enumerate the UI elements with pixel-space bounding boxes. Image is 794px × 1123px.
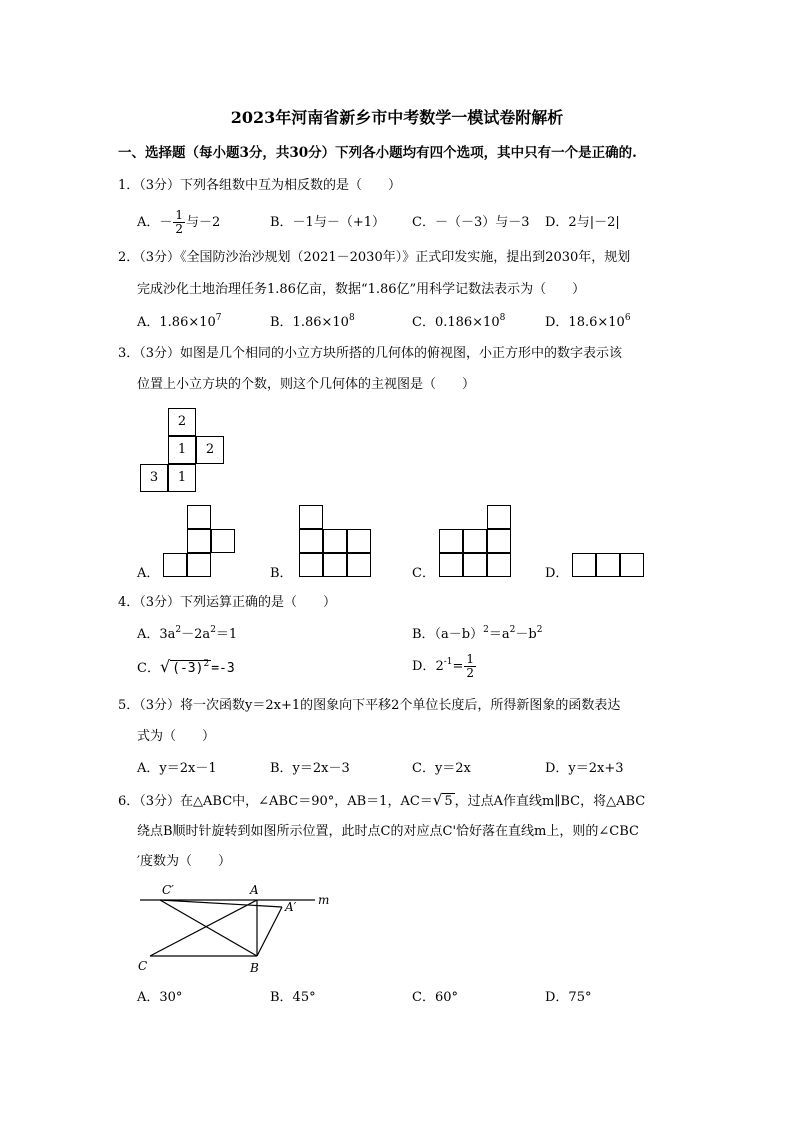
cube-face [596, 553, 620, 577]
segment-ca [150, 900, 257, 956]
q1-stem: 1．（3分）下列各组数中互为相反数的是（ ） [118, 178, 402, 193]
grid-cell: 1 [168, 436, 196, 464]
q6-option-a: A．30° [137, 990, 183, 1005]
cube-face [347, 553, 371, 577]
q1-option-a [137, 208, 220, 238]
label-b: B [250, 961, 259, 975]
cube-face [323, 529, 347, 553]
label-m: m [318, 893, 330, 907]
q6-line1: 6．（3分）在△ABC中，∠ABC＝90°，AB＝1，AC＝√ 5 ，过点A作直线m∥BC，将△ABC [118, 791, 646, 809]
page-title: 2023年河南省新乡市中考数学一模试卷附解析 [230, 108, 564, 127]
cube-face [187, 529, 211, 553]
cube-face [347, 529, 371, 553]
cube-face [463, 529, 487, 553]
q2-line1: 2．（3分）《全国防沙治沙规划（2021－2030年）》正式印发实施，提出到2030年，规划 [118, 250, 631, 265]
q5-line2: 式为（ ） [137, 729, 216, 744]
label-c: C [138, 959, 148, 973]
grid-cell: 1 [168, 464, 196, 492]
cube-face [163, 553, 187, 577]
q1-a-tail: 与－2 [186, 215, 221, 230]
grid-cell: 2 [196, 436, 224, 464]
cube-face [299, 529, 323, 553]
q4-option-a: A．$3a^2-2a^2=1$ [137, 625, 238, 642]
q3-option-a-label: A． [137, 566, 160, 581]
q6-line2: 绕点B顺时针旋转到如图所示位置，此时点C的对应点C'恰好落在直线m上，则的∠CBC [137, 824, 639, 839]
cube-face [487, 505, 511, 529]
cube-face [187, 553, 211, 577]
q2-option-d: D．$18.6\times 10^6$ [545, 313, 631, 330]
q5-option-d: D．y＝2x+3 [545, 761, 624, 776]
q3-option-c-label: C． [412, 566, 435, 581]
section-heading: 一、选择题（每小题3分，共30分）下列各小题均有四个选项，其中只有一个是正确的. [118, 145, 637, 161]
cube-face [620, 553, 644, 577]
cube-face [487, 553, 511, 577]
cube-face [299, 553, 323, 577]
q3-option-b-label: B． [270, 566, 293, 581]
q1-a-minus: － [159, 215, 173, 230]
q2-line2: 完成沙化土地治理任务1.86亿亩，数据“1.86亿”用科学记数法表示为（ ） [137, 282, 586, 297]
q3-option-d-label: D． [545, 566, 569, 581]
cube-face [439, 553, 463, 577]
segment-c-prime-b [160, 900, 257, 956]
q2-option-b: B．$1.86\times 10^8$ [270, 313, 355, 330]
q3-line2: 位置上小立方块的个数，则这个几何体的主视图是（ ） [137, 377, 476, 392]
cube-face [299, 505, 323, 529]
cube-face [211, 529, 235, 553]
q3-line1: 3．（3分）如图是几个相同的小立方块所搭的几何体的俯视图，小正方形中的数字表示该 [118, 346, 623, 361]
q5-option-b: B．y＝2x－3 [270, 761, 350, 776]
label-a: A [250, 883, 259, 897]
q6-option-b: B．45° [270, 990, 316, 1005]
cube-face [439, 529, 463, 553]
q4-option-c: C．√ $(-3)^2 =-3$ [137, 657, 235, 676]
label-c-prime: C′ [162, 883, 174, 897]
segment-a-prime-b [257, 907, 282, 956]
cube-face [187, 505, 211, 529]
q1-a-label: A． [137, 215, 160, 230]
q5-option-c: C．y＝2x [412, 761, 471, 776]
q2-option-c: C．$0.186\times 10^8$ [412, 313, 506, 330]
q1-a-fraction: $\frac{1}{2}$ [175, 208, 184, 236]
cube-face [487, 529, 511, 553]
grid-cell: 3 [140, 464, 168, 492]
cube-face [463, 553, 487, 577]
cube-face [572, 553, 596, 577]
q4-option-b: B．$(a-b)^2=a^2-b^2$ [412, 625, 543, 642]
q1-option-c: C．－（－3）与－3 [412, 215, 530, 230]
q1-option-b: B．－1与－（+1） [270, 215, 385, 230]
cube-face [323, 553, 347, 577]
segment-c-prime-a-prime [160, 900, 282, 907]
grid-cell: 2 [168, 408, 196, 436]
q4-option-d: D．$2^{-1}=$ $\frac{1}{2}$ [412, 652, 475, 680]
q2-option-a: A．$1.86\times 10^7$ [137, 313, 222, 330]
q6-option-c: C．60° [412, 990, 458, 1005]
q4-c-radicand: $(-3)^2$ [172, 659, 210, 676]
q5-line1: 5．（3分）将一次函数y＝2x+1的图象向下平移2个单位长度后，所得新图象的函数表达 [118, 698, 621, 713]
q6-option-d: D．75° [545, 990, 592, 1005]
q4-stem: 4．（3分）下列运算正确的是（ ） [118, 595, 337, 610]
q6-geometry-figure [130, 880, 350, 980]
label-a-prime: A′ [285, 900, 297, 914]
q5-option-a: A．y＝2x－1 [137, 761, 217, 776]
q6-line3: ′度数为（ ） [137, 854, 231, 869]
q1-option-d: D．2与|－2| [545, 215, 620, 230]
